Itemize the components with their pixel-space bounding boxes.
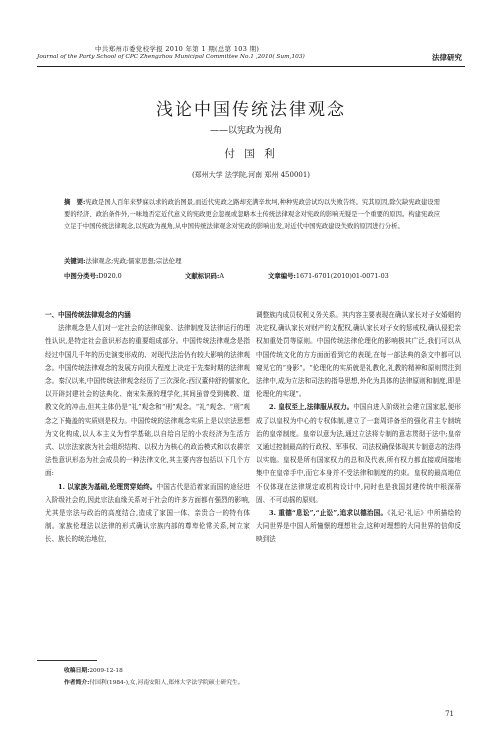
subheading: 1. 以家族为基础,伦理贯穿始终。 bbox=[58, 482, 157, 491]
clc-number bbox=[64, 271, 122, 280]
page-number: 71 bbox=[445, 710, 454, 718]
header-rule bbox=[37, 66, 465, 67]
keywords-text: 法律观念;宪政;儒家思想;宗法伦理 bbox=[85, 257, 182, 265]
paragraph-text: 中国古代是沿着家而国的途径进入阶级社会的,因此宗法血缘关系对于社会的许多方面都有强烈的影响,尤其是宗法与政治的高度结合,造成了家国一体、亲贵合一的特有体制。家族伦理法以法律的形式确认宗族内部的尊卑伦常关系,树立家长、族长的统治地位, bbox=[45, 482, 250, 544]
paragraph-text: 《礼记·礼运》中所描绘的大同世界是中国人所憧憬的理想社会,这种对理想的大同世界的信仰反映到法 bbox=[256, 509, 461, 544]
author-name: 付 国 利 bbox=[224, 148, 278, 160]
body-paragraph bbox=[45, 481, 250, 547]
footnote-received bbox=[64, 665, 123, 674]
body-paragraph bbox=[256, 401, 461, 507]
section-label: 法律研究 bbox=[432, 53, 462, 62]
article-title: 浅论中国传统法律观念 bbox=[156, 100, 346, 120]
footnote-text: 付国利(1984-),女,河南安阳人,郑州大学法学院硕士研究生。 bbox=[89, 680, 244, 686]
article-number bbox=[268, 271, 389, 280]
keywords-label: 关键词: bbox=[64, 257, 86, 265]
abstract-text: 宪政是国人百年来梦寐以求的政治图景,而近代宪政之路却充满辛坎坷,种种宪政尝试均以失败告终。究其原因,除欠缺宪政建设需要的经济、政治条件外,一味地否定近代意义的宪政更会忽视或忽略本土传统法律观念对宪政的影响无疑是一个重要的原因。构建宪政应立足于中国传统法律观念,以宪政为视角,从中国传统法律观念对宪政的影响出发,对近代中国宪政建设失败的原因进行分析。 bbox=[64, 199, 440, 231]
article-no-value: 1671-6701(2010)01-0071-03 bbox=[295, 272, 389, 280]
keywords bbox=[64, 256, 181, 265]
footnote-author bbox=[64, 677, 244, 686]
author-affiliation: (郑州大学 法学院,河南 郑州 450001) bbox=[191, 171, 311, 179]
body-paragraph: 法律观念是人们对一定社会的法律现象、法律制度及法律运行的理性认识,是特定社会意识形态的重要组成部分。中国传统法律观念是指经过中国几千年的历史演变形成的、对现代法治仍有较大影响的法律观念。中国传统法律观念的发展方向很大程度上决定于先秦时期的法律观念。秦汉以来,中国传统法律观念经历了三次深化:西汉董仲舒的儒家化,以开辟封建社会的法典化、南宋朱熹的理学化,其间虽曾受到佛教、道教文化的冲击,但其主体仍是“礼”观念和“刑”观念。“礼”观念、“刑”观念之下掩盖的实质则是权力。中国传统的法律观念实质上是以宗法思想为文化构成,以人本主义为哲学基础,以自给自足的小农经济为生活方式、以宗法家族为社会组织结构、以权力为核心的政治模式和以农耕宗法性意识形态为社会成员的一种法律文化,其主要内容包括以下几个方面: bbox=[45, 324, 250, 478]
document-code bbox=[185, 271, 224, 280]
footnote-text: 2009-12-18 bbox=[89, 668, 123, 674]
body-paragraph: 调整族内成员权利义务关系。其内容主要表现在确认家长对子女婚姻的决定权,确认家长对财产的支配权,确认家长对子女的惩戒权,确认侵犯亲权加重处罚等原则。中国传统法律伦理化的影响极其广泛,我们可以从中国传统文化的方方面面看到它的表现,在每一部法典的条文中都可以窥见它的“身影”。“伦理化的实质就是礼教化,礼教的精神和原则贯注到法律中,成为立法和司法的指导思想,外化为具体的法律原则和制度,即是伦理化的实现”。 bbox=[256, 311, 461, 399]
clc-value: D920.0 bbox=[98, 272, 122, 280]
footnote-label: 收稿日期: bbox=[64, 668, 90, 674]
abstract-label: 摘 要: bbox=[64, 199, 86, 206]
footnote-label: 作者简介: bbox=[64, 680, 90, 686]
paragraph-text: 中国自进入阶级社会建立国家起,便形成了以皇权为中心的专权体制,建立了一套周详备至的强化君主专制统治的皇帝制度。皇帝以意为法,通过立法将专制的意志贯彻于法中;皇帝又通过控制最高的行政权、军事权、司法权确保体现其专制意志的法得以实施。皇权是所有国家权力的总和及代表,所有权力都直接或间接地集中在皇帝手中,而它本身并不受法律和制度的约束。皇权的最高地位不仅体现在法律规定或机构设计中,同时也是我国封建传统中根深蒂固、不可动摇的原则。 bbox=[256, 403, 461, 504]
body-paragraph bbox=[256, 507, 461, 547]
article-no-label: 文章编号: bbox=[268, 272, 296, 280]
clc-label: 中图分类号: bbox=[64, 272, 99, 280]
subheading: 2. 皇权至上,法律服从权力。 bbox=[269, 403, 354, 412]
journal-header-en: Journal of the Party School of CPC Zhengzhou Municipal Committee No.1 ,2010( Sum,103) bbox=[37, 54, 305, 60]
footnote-rule bbox=[37, 660, 97, 661]
journal-header-cn: 中共郑州市委党校学报 2010 年第 1 期(总第 103 期) bbox=[95, 45, 260, 53]
doc-code-label: 文献标识码: bbox=[185, 272, 220, 280]
right-column bbox=[256, 309, 461, 547]
abstract bbox=[64, 197, 440, 233]
subheading: 3. 重德“息讼”,“止讼”,追求以德治国。 bbox=[269, 509, 388, 518]
section-heading: 一、中国传统法律观念的内涵 bbox=[45, 311, 131, 319]
article-subtitle: ——以宪政为视角 bbox=[210, 126, 283, 136]
left-column bbox=[45, 309, 250, 547]
doc-code-value: A bbox=[219, 272, 224, 280]
